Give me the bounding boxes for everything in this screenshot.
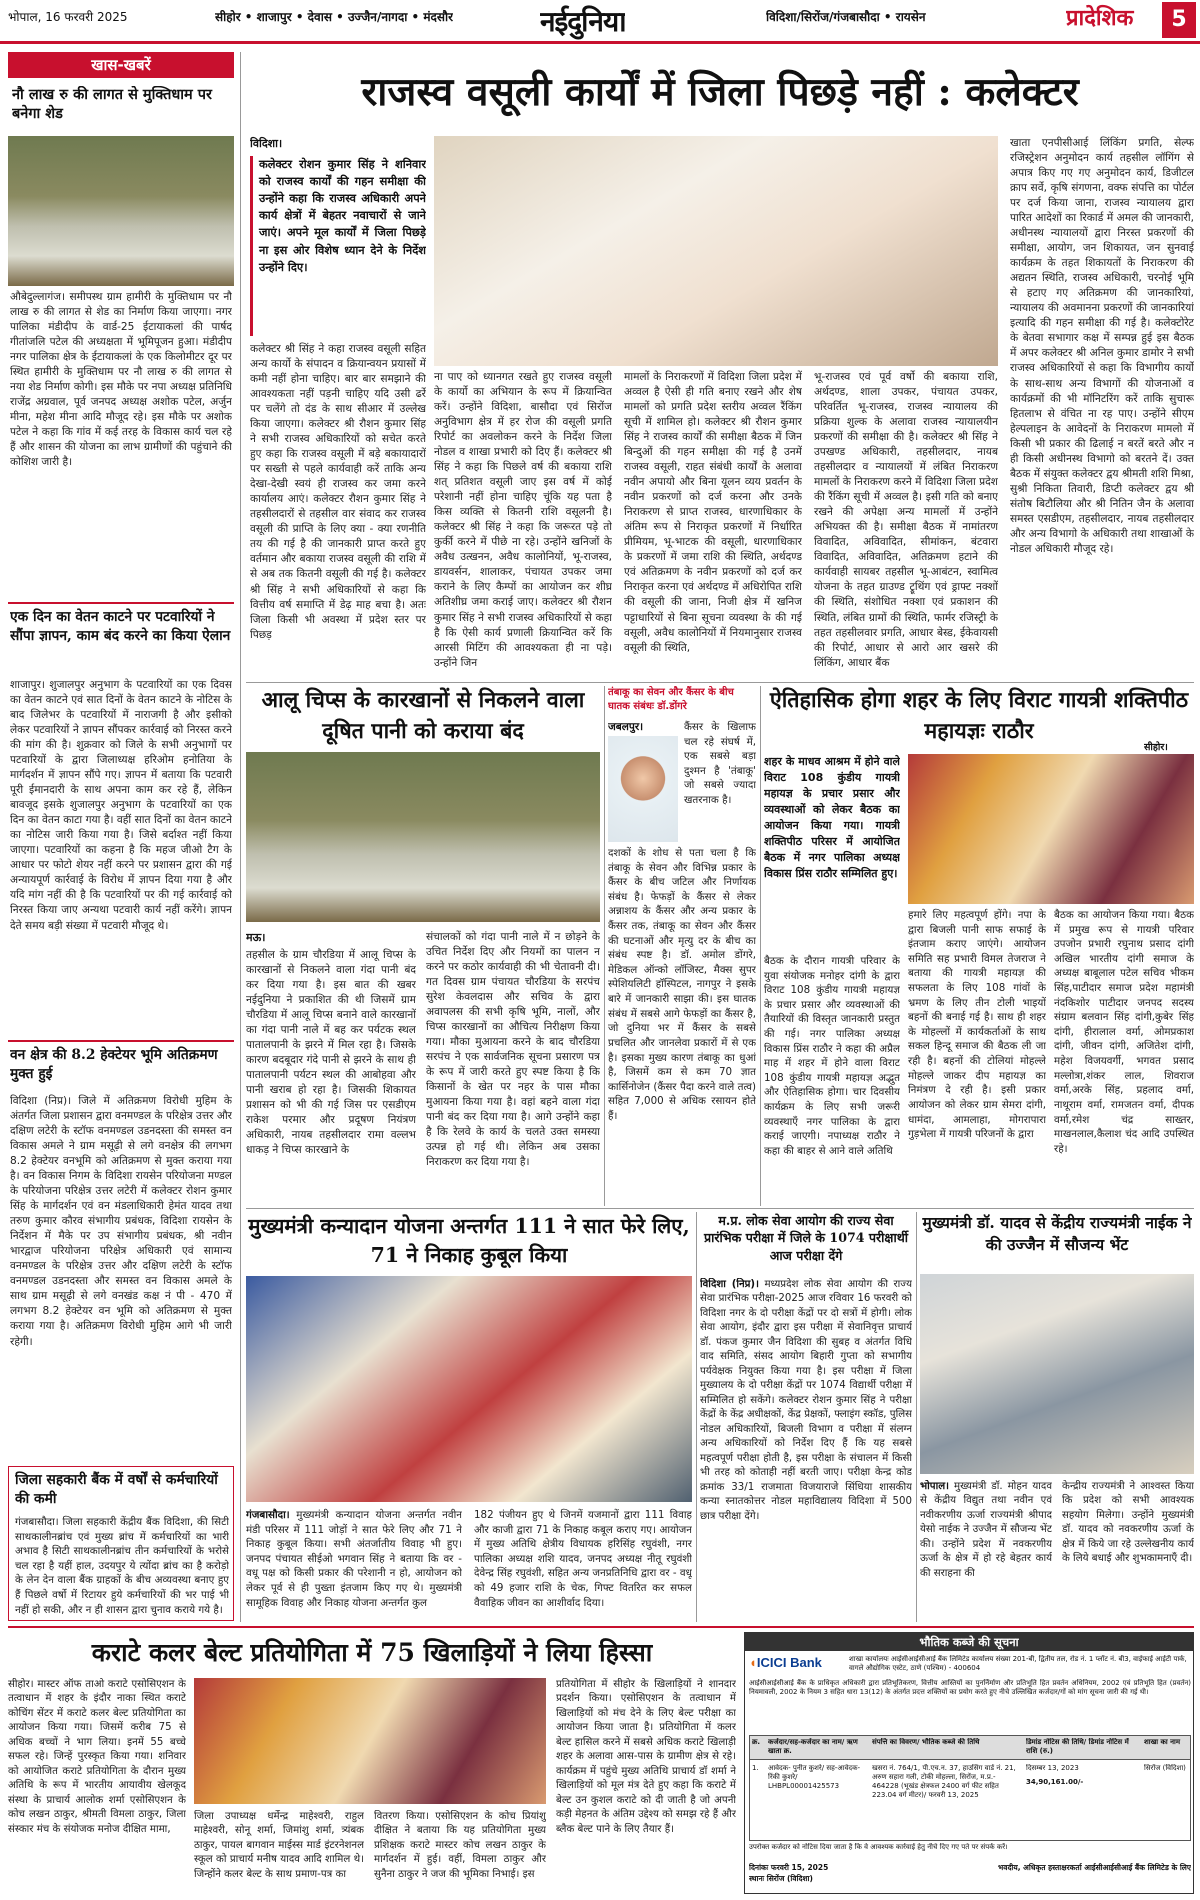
- notice-table: [749, 1735, 1191, 1841]
- sahakari-box: [8, 1466, 234, 1621]
- row-demand-amount: 34,90,161.00/-: [1026, 1778, 1084, 1786]
- notice-branch: शाखा कार्यालयः आईसीआईसीआई बैंक लिमिटेड कार्यालय संख्या 201-बी, द्वितीय तल, रोड नं. 1 प्लॉट नं. बी3, वाईफाई आईटी पार्क, वागले औद्योगिक एस्टेट, ठाणे (पश्चिम) - 400604: [849, 1655, 1187, 1673]
- row-demand-date: दिसम्बर 13, 2023: [1026, 1764, 1079, 1772]
- cancer-kicker: तंबाकू का सेवन और कैंसर के बीच घातक संबंधः डॉ.डोंगरे: [608, 687, 734, 712]
- main-col-4: भू-राजस्व एवं पूर्व वर्षो की बकाया राशि, अर्थदण्ड, शाला उपकर, पंचायत उपकर, परिवर्तित भू-राजस्व, राजस्व न्यायालय की प्रक्रिया शुल्क के अलावा राजस्व न्यायालयीन प्रकरणों की समीक्षा की है। कलेक्टर श्री सिंह ने उपखण्ड अधिकारी, तहसीलदार, नायब तहसीलदार व न्यायालयों में लंबित निराकरण मामलों के निराकरण करने में विदिशा जिला प्रदेश की रैंकिंग सूची में अव्वल है। इसी गति को बनाए रखने की अपेक्षा अन्य मामलों में उन्होंने अभियक्त की है। समीक्षा बैठक में नामांतरण विवादित, अविवादित, सीमांकन, बंटवारा विवादित, अविवादित, अतिक्रमण हटाने की कार्यवाही सायबर तहसील भू-आबंटन, स्वामित्व योजना के तहत ग्राउण्ड ट्रूथिंग एवं ड्राफ्ट नक्शों की स्थिति, संशोधित नक्शा एवं प्रकाशन की स्थिति, लंबित ग्रामों की स्थिति, फार्मर रजिस्ट्री के तहत तहसीलवार प्रगति, आधार बेस्ड, ईकेवायसी की रिपोर्ट, आधार से आरो आर खसरे की लिंकिंग, आधार बैंक: [814, 371, 998, 669]
- notice-table-header: [750, 1736, 1190, 1760]
- gayatri-col-2: हमारे लिए महत्वपूर्ण होंगे। नपा के द्वारा बिजली पानी साफ सफाई के इंतजाम कराए जाएंगे। आयोजन समिति सह प्रभारी विमल तेजराज ने बताया की गायत्री महायज्ञ की सफलता के लिए 108 गांवों के भ्रमण के लिए तीन टोली भाइयों बहनों की बनाई गई है। साथ ही शहर के मोहल्लों में कार्यकर्ताओं के साथ सकल हिन्दू समाज की बैठक ली जा रही है। बहनों की टोलियां मोहल्ले मोहल्ले जाकर दीप महायज्ञ का निमंत्रण दे रही है। इसी प्रकार आयोजन को लेकर ग्राम सेमरा दांगी, धामंदा, आमलाहा, मोगरापारा गुड़भेला में गायत्री परिजनों के द्वारा: [908, 909, 1046, 1141]
- main-story: [246, 52, 1194, 680]
- ujjain-col-1: [920, 1480, 1052, 1622]
- khas-khabar-tag: खास-खबरें: [8, 52, 234, 78]
- main-col-3: मामलों के निराकरणों में विदिशा जिला प्रदेश में अव्वल है ऐसी ही गति बनाए रखने और शेष मामलों को प्रगति प्रदेश स्तरीय अव्वल रैंकिंग सूची में शामिल हो। कलेक्टर श्री रौशन कुमार सिंह ने राजस्व कार्यों की समीक्षा बैठक में जिन बिन्दुओं की गहन समीक्षा की गई है उनमें राजस्व वसूली, राहत संबंधी कार्यों के अलावा नवीन अपायो और बिना यूलन व्यय प्रवर्तन के नवीन प्रकरणों को दर्ज करना और उनके निराकरण से प्राप्त राजस्व, धारणाधिकार के अंतिम रूप से निराकृत प्रकरणों में निर्धारित प्रीमियम, भू-भाटक की वसूली, धारणाधिकार के प्रकरणों में जमा राशि की स्थिति, अर्थदण्ड एवं अतिक्रमण के नवीन प्रकरणों को दर्ज कर निराकृत करना एवं अर्थदण्ड में अधिरोपित राशि की वसूली की जाना, निजी क्षेत्र में खनिज पट्टाधारियों से बिना सूचना व्यवस्था के की गई वसूली, अवैध कालोनियों में नियमानुसार राजस्व वसूली की स्थिति,: [624, 371, 802, 654]
- column-rule: [696, 1212, 697, 1622]
- gayatri-col-3: बैठक का आयोजन किया गया। बैठक में प्रमुख रूप से गायत्री परिवार उपजोन प्रभारी रघुनाथ प्रसाद दांगी अखिल भारतीय दांगी समाज के अध्यक्ष बाबूलाल पटेल सचिव भीकम सिंह,पाटीदार समाज प्रदेश महामंत्री नंदकिशोर पाटीदार जनपद सदस्य संग्राम बलवान सिंह दांगी,कुबेर सिंह दांगी, हीरालाल वर्मा, ओमप्रकाश दांगी, जीवन दांगी, अजितेश दांगी, महेश विजयवर्गी, भगवत प्रसाद मल्लोत्रा,शंकर लाल, शिवराज वर्मा,अरके सिंह, प्रहलाद वर्मा, नाथूराम वर्मा, रामजतन वर्मा, दीपक वर्मा,रमेश चंद्र साख्तर, माखनलाल,कैलाश चंद आदि उपस्थित रहे।: [1054, 909, 1194, 1155]
- gayatri-photo: [908, 754, 1194, 904]
- khas-body: औबेदुल्लागंज। समीपस्थ ग्राम हामीरी के मुक्तिधाम पर नौ लाख रु की लागत से शेड का निर्माण किया जाएगा। नगर पालिका मंडीदीप के वार्ड-25 ईटायाकलां की पार्षद गीतांजलि पटेल की अध्यक्षता में भूमिपूजन हुआ। मंडीदीप नगर पालिका क्षेत्र के ईटायाकलां के एक किलोमीटर दूर पर स्थित हामीरी के मुक्तिधाम पर नौ लाख रु की लागत से नया शेड निर्माण कोगी। इस मौके पर नपा अध्यक्ष प्रतिनिधि राजेंद्र अग्रवाल, पूर्व जनपद अध्यक्ष अशोक पटेल, अर्जुन मीना, महेश मीना आदि मौजूद रहे। इस मौके पर अशोक पटेल ने कहा कि गांव में कई तरह के विकास कार्य चल रहे हैं और शासन की योजना का लाभ ग्रामीणों की पहुंचाने की कोशिश जारी है।: [10, 291, 232, 469]
- main-headline: राजस्व वसूली कार्यों में जिला पिछड़े नहीं : कलेक्टर: [361, 69, 1079, 115]
- lokseva-dateline: विदिशा (निप्र)।: [700, 1279, 759, 1290]
- aloo-col-1: तहसील के ग्राम चौरडिया में आलू चिप्स के कारखानों से निकलने वाला गंदा पानी बंद कर दिया गया है। इस बात की खबर नईदुनिया ने प्रकाशित की थी जिसमें ग्राम चौरडिया में आलू चिप्स बनाने वाले कारखानों का गंदा पानी नाले में बह कर पर्यटक स्थल पातालपानी के झरने में मिल रहा है। जिसके कारण बदबूदार गंदे पानी से झरने के साथ ही पातालपानी पर्यटन स्थल की आबोहवा और पानी खराब हो रहा है। जिसकी शिकायत प्रशासन को भी की गई जिस पर एसडीएम राकेश परमार और प्रदूषण नियंत्रण अधिकारी, नायब तहसीलदार रामा वल्लभ धाकड़ ने चिप्स कारखाने के: [246, 949, 416, 1157]
- patwari-headline: एक दिन का वेतन काटने पर पटवारियों ने सौंपा ज्ञापन, काम बंद करने का किया ऐलान: [10, 609, 231, 644]
- main-dateline: विदिशा।: [250, 137, 283, 150]
- aloo-photo-drain: [246, 752, 600, 922]
- gayatri-lead: शहर के माधव आश्रम में होने वाले विराट 108 कुंडीय गायत्री महायज्ञ के प्रचार प्रसार और व्यवस्थाओं को लेकर बैठक का आयोजन किया गया। गायत्री शक्तिपीठ परिसर में आयोजित बैठक में नगर पालिका अध्यक्ष विकास प्रिंस राठौर सम्मिलित हुए।: [764, 755, 900, 880]
- bank-notice: [744, 1632, 1194, 1894]
- kanyadan-col-1-text: मुख्यमंत्री कन्यादान योजना अन्तर्गत नवीन मंडी परिसर में 111 जोड़ों ने सात फेरे लिए और 71 ने निकाह कुबूल किया। सभी अंतर्जातीय विवाह भी हुए। जनपद पंचायत सीईओ भगवान सिंह ने बताया कि वर - वधू पक्ष को किसी प्रकार की परेशानी न हो, आयोजन को लेकर पूर्व से ही पुख्ता इंतजाम किए गए थे। मुख्यमंत्री सामूहिक विवाह और निकाह योजना अन्तर्गत कुल: [246, 1509, 462, 1609]
- ujjain-dateline: भोपाल।: [920, 1481, 949, 1492]
- edition-cities-left: सीहोर • शाजापुर • देवास • उज्जैन/नागदा • मंदसौर: [215, 10, 454, 24]
- van-body: विदिशा (निप्र)। जिले में अतिक्रमण विरोधी मुहिम के अंतर्गत जिला प्रशासन द्वारा वनमण्डल के परिक्षेत्र उत्तर और दक्षिण लटेरी के स्टॉफ वनमण्डल उडनदस्ता की समस्त वन विकास अमले ने ग्राम मसूढ़ी से लगे वनक्षेत्र की लगभग 8.2 हेक्टेयर वनभूमि को अतिक्रमण से मुक्त कराया गया है। वन विकास निगम के विदिशा रायसेन परियोजना मण्डल के परियोजना परिक्षेत्र उत्तर लटेरी में कलेक्टर रोशन कुमार सिंह के मार्गदर्शन एवं वन मंडलाधिकारी हेमंत यादव तथा तरुण कुमार कौरव संभागीय प्रबंधक, विदिशा रायसेन के निर्देशन में मैके पर उप संभागीय प्रबंधक, श्री नवीन भारद्वाज परियोजना परिक्षेत्र अधिकारी एवं सामान्य वनमण्डल के परिक्षेत्र उत्तर और दक्षिण लटेरी के स्टॉफ वनमण्डल उडनदस्ता और समस्त वन विकास अमले के साथ ग्राम मसूढ़ी से लगे वनखंड कक्ष नं पी - 470 में लगभग 8.2 हेक्टेयर वन भूमि को अतिक्रमण से मुक्त कराया गया है। अतिक्रमण विरोधी मुहिम आगे भी जारी रहेगी।: [10, 1095, 232, 1348]
- main-photo-meeting: [434, 136, 998, 366]
- row-branch: सिरोंज (विदिशा): [1144, 1764, 1186, 1772]
- karate-story: [8, 1632, 736, 1894]
- section-name: प्रादेशिक: [1066, 6, 1134, 31]
- karate-col-4: प्रतियोगिता में सीहोर के खिलाड़ियों ने शानदार प्रदर्शन किया। एसोसिएशन के तत्वाधान में खिलाड़ियों को मंच देने के लिए बेल्ट परीक्षा का आयोजन किया जाता है। प्रतियोगिता में कलर बेल्ट हासिल करने में सबसे अधिक कराटे खिलाड़ी शहर के अलावा आस-पास के ग्रामीण क्षेत्र से रहे। कार्यक्रम में पहुंचे मुख्य अतिथि प्राचार्य डॉ शर्मा ने खिलाड़ियों को मूल मंत्र देते हुए कहा कि कराटे में बेल्ट उन कुशल कराटे को दी जाती है जो अपनी कड़ी मेहनत के अंतिम उद्देश्य को समझ रहे हैं और ब्लैक बेल्ट पाने के लिए तैयार हैं।: [556, 1679, 736, 1835]
- section-rule: [246, 1208, 1194, 1209]
- aloo-col-2: संचालकों को गंदा पानी नाले में न छोड़ने के उचित निर्देश दिए और नियमों का पालन न करने पर कठोर कार्यवाही की भी चेतावनी दी। गत दिवस ग्राम पंचायत चौरडिया के सरपंच सुरेश केवलदास और सचिव के द्वारा अवापलस की सभी कृषि भूमि, नालों, और चिप्स कारखानों का औचित्य निरीक्षण किया गया। मौका मुआयना करने के बाद चौरडिया सरपंच ने एक सार्वजनिक सूचना प्रसारण पत्र के रूप में जारी करते हुए स्पष्ट किया है कि किसानों के खेत पर नहर के पास मौका मुआयना किया गया है। वहां बहने वाला गंदा पानी बंद कर दिया गया है। आगे उन्होंने कहा है कि रेलवे के कार्य के चलते उक्त समस्या उत्पन्न हो गई थी। लेकिन अब उसका निराकरण कर दिया गया है।: [426, 931, 600, 1169]
- lokseva-body: [700, 1278, 912, 1622]
- ujjain-photo: [920, 1274, 1194, 1474]
- karate-headline: कराटे कलर बेल्ट प्रतियोगिता में 75 खिलाड़ियों ने लिया हिस्सा: [91, 1638, 653, 1667]
- van-headline: वन क्षेत्र की 8.2 हेक्टेयर भूमि अतिक्रमण मुक्त हुई: [10, 1047, 218, 1082]
- kanyadan-photo-crowd: [246, 1276, 692, 1502]
- col-header-demand: डिमांड नोटिस की तिथि/ डिमांड नोटिस में राशि (रु.): [1026, 1738, 1129, 1755]
- karate-col-2: जिला उपाध्यक्ष धर्मेन्द्र माहेश्वरी, राहुल माहेश्वरी, सोनू शर्मा, जिमांशु शर्मा, त्र्यंबक ठाकुर, पायल बागवान माईस्स मार्ड इंटरनेशनल स्कूल को प्राचार्य मनीष यादव आदि शामिल थे। जिन्होंने कलर बेल्ट के साथ प्रमाण-पत्र का: [194, 1811, 364, 1880]
- col-header-property: संपत्ति का विवरण/ भौतिक कब्जे की तिथि: [872, 1738, 980, 1746]
- newspaper-logo: नईदुनिया: [540, 5, 626, 38]
- gayatri-dateline: सीहोर।: [1144, 742, 1168, 753]
- row-borrower: आवेदक- पुनीत कुशरे/ सह-आवेदक- रिंकी कुशरे/ LHBPL00001425573: [768, 1764, 861, 1791]
- aloo-dateline: मऊ।: [246, 931, 266, 944]
- bank-logo: [749, 1655, 847, 1677]
- kanyadan-col-1: [246, 1508, 462, 1622]
- kanyadan-headline: मुख्यमंत्री कन्यादान योजना अन्तर्गत 111 ने सात फेरे लिए, 71 ने निकाह कुबूल किया: [248, 1214, 690, 1268]
- bank-logo-icon: ◖: [749, 1655, 757, 1670]
- col-header-no: क्र.: [752, 1738, 761, 1746]
- section-rule: [8, 1626, 1194, 1628]
- cancer-dateline: जबलपुर।: [608, 721, 644, 733]
- main-lead: कलेक्टर रोशन कुमार सिंह ने शनिवार को राजस्व कार्यों की गहन समीक्षा की उन्होंने कहा कि राजस्व अधिकारी अपने कार्य क्षेत्रों में बेहतर नवाचारों से जाने जाएं। अपने मूल कार्यों में जिला पिछड़े ना इस ओर विशेष ध्यान देने के निर्देश उन्होंने दिए।: [250, 156, 426, 336]
- bank-name: ICICI Bank: [756, 1655, 822, 1670]
- left-column: [8, 52, 234, 1622]
- table-row: [750, 1762, 1190, 1840]
- sahakari-body: गंजबासौदा। जिला सहकारी केंद्रीय बैंक विदिशा, की सिटी साथकालीनब्रांच एवं मुख्य ब्रांच में कर्मचारियों का भारी अभाव है सिटी साथकालीनब्रांच तीन कर्मचारियों के भरोसे चल रहा है यहीं हाल, उदयपुर ये त्योंदा ब्रांच का है करोड़ो के लेन देन वाला बैंक ग्राहकों के बीच अव्यवस्था बनाए हुए हैं पिछले वर्षो में रिटायर हुये कर्मचारियों की भर पाई भी नहीं हो सकी, और न ही शासन द्वारा चुनाव कराये गये है।: [15, 1516, 229, 1616]
- main-col-2: ना पाए को ध्यानगत रखते हुए राजस्व वसूली के कार्यो का अभियान के रूप में क्रियान्वित करें। उन्होंने विदिशा, बासौदा एवं सिरोंज अनुविभाग क्षेत्र में हर रोज की वसूली प्रगति रिपोर्ट का अवलोकन करने के निर्देश जिला नोडल व शाखा प्रभारी को दिए हैं। कलेक्टर श्री सिंह ने कहा कि पिछले वर्ष की बकाया राशि शत् प्रतिशत वसूली जाए इस वर्ष में कोई परेशानी नहीं होना चाहिए चूंकि यह पता है किस व्यक्ति से कितनी राशि वसूलनी है। कलेक्टर श्री सिंह ने कहा कि जरूरत पड़े तो कुर्की करने में पीछे ना रहे। उन्होंने खनिजों के अवैध उत्खनन, अवैध कालोनियों, भू-राजस्व, डायवर्सन, शालाकर, पंचायत उपकर जमा कराने के लिए कैम्पों का आयोजन कर शीघ्र अतिशीघ्र जमा कराई जाए। कलेक्टर श्री रौशन कुमार सिंह ने सभी राजस्व अधिकारियों से कहा है कि ऐसी कार्य प्रणाली क्रियान्वित करें कि आरसी मिटिंग की आवश्यकता ही ना पड़े। उन्होंने जिन: [434, 371, 612, 669]
- kanyadan-col-2: 182 पंजीयन हुए थे जिनमें यजमानों द्वारा 111 विवाह और काजी द्वारा 71 के निकाह कबूल कराए गए। आयोजन में मुख्य अतिथि क्षेत्रीय विधायक हरिसिंह रघुवंशी, नगर पालिका अध्यक्ष शशि यादव, जनपद अध्यक्ष नीतू रघुवंशी देवेन्द्र सिंह रघुवंशी, सहित अन्य जनप्रतिनिधि द्वारा वर - वधू को 49 हजार राशि के चेक, गिफ्ट वितरित कर सफल वैवाहिक जीवन का आशीर्वाद दिया।: [474, 1509, 692, 1609]
- lokseva-headline: म.प्र. लोक सेवा आयोग की राज्य सेवा प्रारंभिक परीक्षा में जिले के 1074 परीक्षार्थी आज परीक्षा देंगे: [703, 1213, 909, 1263]
- notice-date-place: दिनांकः फरवरी 15, 2025 स्थानः सिरोंज (विदिशा): [749, 1863, 829, 1883]
- section-rule: [246, 682, 1194, 683]
- main-col-1: कलेक्टर श्री सिंह ने कहा राजस्व वसूली सहित अन्य कार्यो के संपादन व क्रियान्वयन प्रयासों में कमी नहीं होना चाहिए। बार बार समझाने की आवश्यकता नहीं पड़नी चाहिए यदि उसी ढर्रे पर चलेंगे तो दंड के साथ सीआर में उल्लेख किया जाएगा। कलेक्टर श्री रौशन कुमार सिंह ने सभी राजस्व अधिकारियों को सचेत करते हुए कहा कि राजस्व वसूली में बड़े बकायादारों पर सख्ती से पहले कार्यवाही करें ताकि अन्य देखा-देखी स्वयं ही राजस्व कर जमा करने कार्यालय आएं। कलेक्टर रौशन कुमार सिंह ने तहसीलदारों से तहसील वार संवाद कर राजस्व वसूली की प्राप्ति के लिए क्या - क्या रणनीति तय की गई है की जानकारी प्राप्त करते हुए वर्तमान और बकाया राजस्व वसूली की राशि में से अब तक कितनी वसूली की गई है। कलेक्टर श्री सिंह ने सभी अधिकारियों से कहा कि वित्तीय वर्ष समाप्ति में डेढ़ माह बचा है। अतः जिला किसी भी अवस्था में प्रदेश स्तर पर पिछड़: [250, 343, 426, 641]
- aloo-headline: आलू चिप्स के कारखानों से निकलने वाला दूषित पानी को कराया बंद: [261, 688, 585, 744]
- divider: [8, 602, 234, 604]
- notice-footer: उपरोक्त कर्जदार को नोटिस दिया जाता है कि वे आवश्यक कार्रवाई हेतु नीचे दिए गए पते पर संपर्क करें।: [749, 1843, 1008, 1851]
- divider: [8, 1040, 234, 1042]
- karate-photo: [194, 1678, 546, 1804]
- edition-date: भोपाल, 16 फरवरी 2025: [8, 10, 128, 24]
- ujjain-col-2: केन्द्रीय राज्यमंत्री ने आश्वस्त किया कि प्रदेश को सभी आवश्यक सहयोग मिलेगा। उन्होंने मुख्यमंत्री डॉ. यादव को नवकरणीय ऊर्जा के क्षेत्र में किये जा रहे उल्लेखनीय कार्य के लिये बधाई और शुभकामनाएँ दी।: [1062, 1481, 1194, 1565]
- ujjain-story: [920, 1212, 1194, 1622]
- masthead: [0, 0, 1200, 44]
- notice-signatory: भवदीय, अधिकृत हस्ताक्षरकर्ता आईसीआईसीआई बैंक लिमिटेड के लिए: [998, 1863, 1191, 1872]
- row-no: 1.: [752, 1764, 759, 1772]
- khas-photo: [8, 136, 234, 286]
- lokseva-body-text: मध्यप्रदेश लोक सेवा आयोग की राज्य सेवा प्रारंभिक परीक्षा-2025 आज रविवार 16 फरवरी को विदिशा नगर के दो परीक्षा केंद्रों पर दो सत्रों में होगी। लोक सेवा आयोग, इंदौर द्वारा इस परीक्षा में सेवानिवृत्त प्राचार्य डॉ. पंकज कुमार जैन विदिशा की सुबह व अंतर्गत विधि वाद समिति, संसद आयोग बिहारी गुप्ता को सभागीय पर्यवेक्षक नियुक्त किया गया है। इस परीक्षा में जिला मुख्यालय के दो परीक्षा केंद्रों पर 1074 विद्यार्थी परीक्षा में सम्मिलित हो सकेंगे। कलेक्टर रोशन कुमार सिंह ने परीक्षा केंद्रों के केंद्र अधीक्षकों, केंद्र प्रेक्षकों, फ्लाइंग स्कॉड, पुलिस नोडल अधिकारियों, बिजली विभाग व परीक्षा में संलग्न अन्य अधिकारियों को निर्देश दिए हैं कि यह सबसे महत्वपूर्ण परीक्षा होती है, इस परीक्षा के संचालन में किसी भी तरह को कोताही नहीं बरती जाए। परीक्षा केन्द्र कोड क्रमांक 33/1 राजमाता विजयाराजे सिंधिया शासकीय कन्या स्नातकोत्तर नोडल महाविद्यालय विदिशा में 500 छात्र परीक्षा देंगे।: [700, 1279, 912, 1522]
- column-rule: [760, 686, 761, 1206]
- ujjain-col-1-text: मुख्यमंत्री डॉ. मोहन यादव से केंद्रीय विद्युत तथा नवीन एवं नवीकरणीय ऊर्जा राज्यमंत्री श्रीपाद येसो नाईक ने उज्जैन में सौजन्य भेंट की। उन्होंने प्रदेश में नवकरणीय ऊर्जा के क्षेत्र में हो रहे बेहतर कार्य की सराहना की: [920, 1481, 1052, 1579]
- col-header-borrower: कर्जदार/सह-कर्जदार का नाम/ ऋण खाता क्र.: [768, 1738, 858, 1755]
- page-number: 5: [1162, 2, 1196, 38]
- aloo-story: [246, 686, 600, 1206]
- edition-cities-right: विदिशा/सिरोंज/गंजबासौदा • रायसेन: [766, 10, 926, 24]
- main-col-5: खाता एनपीसीआई लिंकिंग प्रगति, सेल्फ रजिस्ट्रेशन अनुमोदन कार्य तहसील लॉगिंग से अपात्र किए गए गए अनुमोदन कार्य, डिजीटल क्राप सर्वे, कृषि संगणना, वक्फ संपत्ति का पोर्टल पर दर्ज किया जाना, राजस्व न्यायालय द्वारा पारित आदेशों का रिकार्ड में अमल की जानकारी, अधीनस्थ न्यायालयों द्वारा निरस्त प्रकरणों की समीक्षा, आयोग, जन शिकायत, जन सुनवाई कार्यक्रम के तहत शिकायतों के निराकरण की अद्यतन स्थिति, राजस्व अधिकारी, चरनोई भूमि से हटाए गए अतिक्रमण की जानकारियां, न्यायालय की अवमानना प्रकरणों की जानकारियां इत्यादि की गहन समीक्षा की गई है। कलेक्टोरेट के बेतवा सभागार कक्ष में सम्पन्न हुई इस बैठक में अपर कलेक्टर श्री अनिल कुमार डामोर ने सभी राजस्व अधिकारियों से कहा कि विभागीय कार्यो के साथ-साथ अन्य विभागों की योजनाओं व कार्यक्रमों की भी मॉनिटरिंग करें ताकि सुचारू हितलाभ से वंचित ना रह पाए। उन्होंने सीएम हेल्पलाइन के आवेदनों के निराकरण मामलो में किसी भी प्रकार की ढिलाई न बरतें बरते और न ही किसी अधीनस्थ विभागो को बरतने दें। उक्त बैठक में संयुक्त कलेक्टर द्वय श्रीमती शशि मिश्रा, सुश्री निकिता तिवारी, डिप्टी कलेक्टर द्वय श्री संतोष बिटौलिया और श्री नितिन जैन के अलावा समस्त एसडीएम, तहसीलदार, नायब तहसीलदार और अन्य विभागो के अधिकारी तथा शाखाओं के नोडल अधिकारी मौजूद रहे।: [1010, 137, 1194, 555]
- karate-col-3: वितरण किया। एसोसिएशन के कोच प्रियांशु दीक्षित ने बताया कि यह प्रतियोगिता मुख्य प्रशिक्षक कराटे मास्टर कोच लखन ठाकुर के मार्गदर्शन में हुई। वहीं, विमला ठाकुर और सुनैना ठाकुर ने जज की भूमिका निभाई। इस: [374, 1811, 546, 1880]
- notice-intro: आईसीआईसीआई बैंक के प्राधिकृत अधिकारी द्वारा प्रतिभूतिकरण, वित्तीय आस्तियों का पुनर्निर्माण और प्रतिभूति हित प्रवर्तन अधिनियम, 2002 एवं प्रतिभूति हित (प्रवर्तन) नियमावली, 2002 के नियम 3 सहित धारा 13(12) के अंतर्गत प्रदत्त शक्तियों का प्रयोग करते हुए नीचे उल्लिखित कर्जदार/गों को मांग सूचना जारी की गई थी।: [749, 1679, 1191, 1697]
- cancer-body: दशकों के शोध से पता चला है कि तंबाकू के सेवन और विभिन्न प्रकार के कैंसर के बीच जटिल और निर्णायक संबंध है। फेफड़ों के कैंसर से लेकर अन्नाशय के कैंसर और अन्य प्रकार के कैंसर तक, तंबाकू का सेवन और कैंसर की घटनाओं और मृत्यु दर के बीच का संबंध स्पष्ट है। डॉ. अमोल डोंगरे, मेडिकल ऑन्को लॉजिस्ट, मैक्स सुपर स्पेशियलिटी हॉस्पिटल, नागपुर ने इसके बारे में जानकारी साझा की। इस घातक संबंध में सबसे आगे फेफड़ों का कैंसर है, जो दुनिया भर में कैंसर के सबसे प्रचलित और जानलेवा प्रकारों में से एक है। इसका मुख्य कारण तंबाकू का धुआं है, जिसमें कम से कम 70 ज्ञात कार्सिनोजेन (कैंसर पैदा करने वाले तत्व) सहित 7,000 से अधिक रसायन होते हैं।: [608, 847, 756, 1122]
- gayatri-headline: ऐतिहासिक होगा शहर के लिए विराट गायत्री शक्तिपीठ महायज्ञः राठौर: [769, 688, 1189, 744]
- row-property: खसरा नं. 764/1, पी.एच.न. 37, हाउसिंग वार्ड नं. 21, अरुण सहारा गली, टोकी मोहल्ला, सिरोंज, म.प्र.- 464228 (भूखंड क्षेत्रफल 2400 वर्ग फीट सहित 223.04 वर्ग मीटर)/ फरवरी 13, 2025: [872, 1764, 1016, 1800]
- gayatri-story: [764, 686, 1194, 1206]
- col-header-branch: शाखा का नाम: [1144, 1738, 1181, 1746]
- patwari-body: शाजापुर। शुजालपुर अनुभाग के पटवारियों का एक दिवस का वेतन काटने एवं सात दिनों के वेतन काटने के नोटिस के बाद जिलेभर के पटवारियों में नाराजगी है और इसीको लेकर पटवारियों ने ज्ञापन सौंपकर कार्रवाई को निरस्त करने की मांग की है। शुक्रवार को जिले के सभी अनुभागों पर पटवारियों के द्वारा जिलाध्यक्ष हरिओम हनोतिया के मार्गदर्शन में ज्ञापन सौंपे गए। ज्ञापन में बताया कि पटवारी पूरी ईमानदारी के साथ अपना काम कर रहे हैं, लेकिन बावजूद इसके शुजालपुर अनुभाग के पटवारियों का एक दिन का वेतन काटा गया है। वहीं सात दिनों का वेतन काटने का नोटिस जारी किया गया है। जिसे बर्दाश्त नहीं किया जाएगा। पटवारियों का कहना है कि महज जीओ टैग के आधार पर फोटो शेयर नहीं करने पर प्रशासन द्वारा की गई अन्यायपूर्ण कार्रवाई के विरोध में ज्ञापन दिया गया है और यदि मांग नहीं की है कि पटवारियों पर की गई कार्रवाई को निरस्त किया जाए अन्यथा पटवारी कार्य नहीं करेंगे। ज्ञापन देते समय बड़ी संख्या में पटवारी मौजूद थे।: [10, 679, 232, 932]
- lokseva-story: [700, 1212, 912, 1622]
- column-rule: [240, 52, 241, 1622]
- sahakari-headline: जिला सहकारी बैंक में वर्षों से कर्मचारियों की कमी: [15, 1472, 218, 1507]
- khas-headline: नौ लाख रु की लागत से मुक्तिधाम पर बनेगा शेड: [12, 86, 212, 122]
- column-rule: [916, 1212, 917, 1622]
- kanyadan-dateline: गंजबासौदा।: [246, 1509, 290, 1521]
- ujjain-headline: मुख्यमंत्री डॉ. यादव से केंद्रीय राज्यमंत्री नाईक ने की उज्जैन में सौजन्य भेंट: [922, 1213, 1192, 1255]
- karate-col-1: सीहोर। मास्टर ऑफ ताओ कराटे एसोसिएशन के तत्वाधान में शहर के इंदौर नाका स्थित कराटे कोचिंग सेंटर में कराटे कलर बेल्ट प्रतियोगिता का आयोजन किया गया। जिसमें करीब 75 से अधिक बच्चों ने भाग लिया। इनमें 55 बच्चे सफल रहे। जिन्हें पुरस्कृत किया गया। शनिवार को आयोजित कराटे प्रतियोगिता के दौरान मुख्य अतिथि के रूप में भारतीय आयावीय खेलकूद संस्था के प्राचार्य आलोक शर्मा एसोसिएशन के कोच लखन ठाकुर, श्रीमती विमला ठाकुर, जिला संस्कार मंच के संयोजक मनोज दीक्षित मामा,: [8, 1679, 186, 1835]
- cancer-story: [608, 686, 756, 1206]
- doctor-photo: [608, 736, 678, 842]
- cancer-intro: कैंसर के खिलाफ चल रहे संघर्ष में, एक सबसे बड़ा दुश्मन है 'तंबाकू' जो सबसे ज्यादा खतरनाक है।: [684, 721, 756, 807]
- kanyadan-story: [246, 1212, 692, 1622]
- notice-header: भौतिक कब्जे की सूचना: [745, 1633, 1193, 1651]
- column-rule: [604, 686, 605, 1206]
- gayatri-col-1: बैठक के दौरान गायत्री परिवार के युवा संयोजक मनोहर दांगी के द्वारा विराट 108 कुंडीय गायत्री महायज्ञ के प्रचार प्रसार और व्यवस्थाओं की तैयारियों की विस्तृत जानकारी प्रस्तुत की गई। नगर पालिका अध्यक्ष विकास प्रिंस राठौर ने कहा की अप्रैल माह में शहर में होने वाला विराट 108 कुंडीय गायत्री महायज्ञ अद्भुत और ऐतिहासिक होगा। चार दिवसीय कार्यक्रम के लिए सभी जरूरी व्यवस्थाएँ नगर पालिका के द्वारा कराई जाएगी। नपाध्यक्ष राठौर ने कहा की बाहर से आने वाले अतिथि: [764, 955, 900, 1157]
